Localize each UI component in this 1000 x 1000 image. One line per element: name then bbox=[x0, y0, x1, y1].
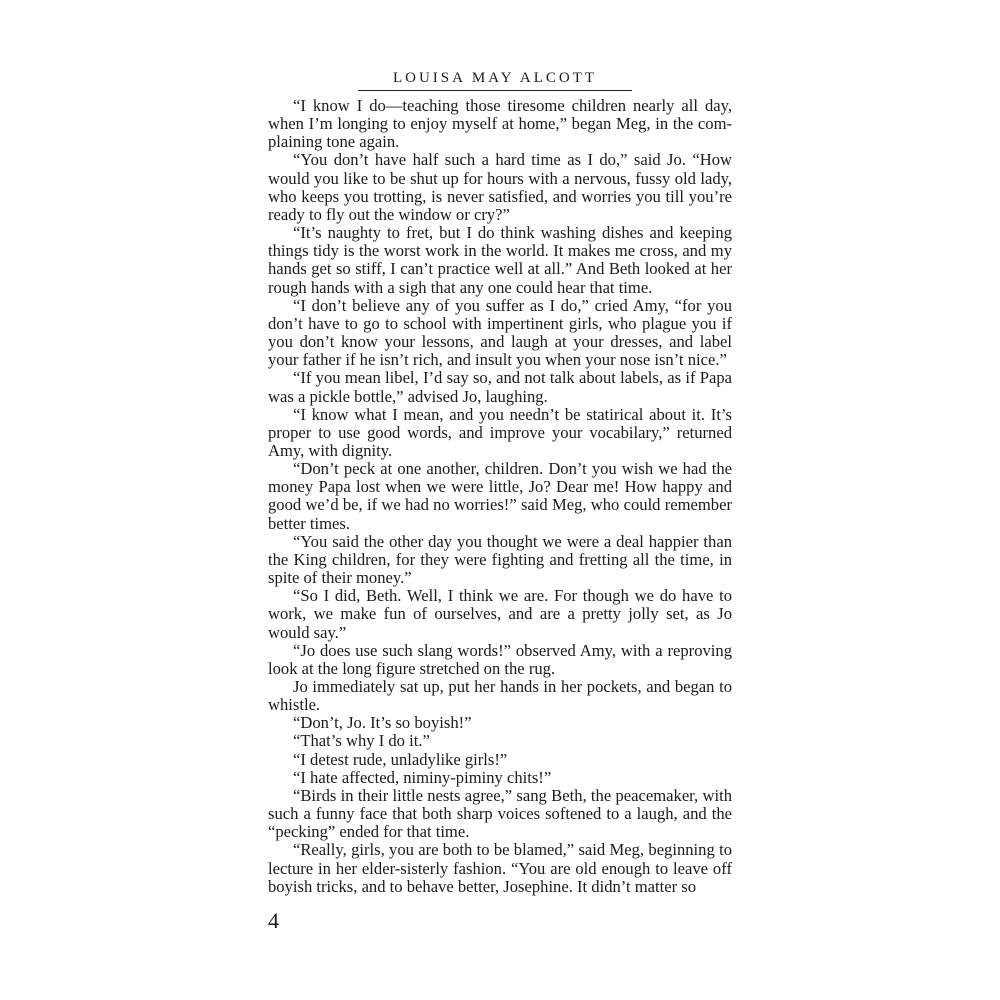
paragraph: “I don’t believe any of you suffer as I do,” cried Amy, “for you don’t have to go to school with impertinent girls, who plague you if you don’t know your lessons, and laugh at your dresses, and label your father if he isn’t rich, and insult you when your nose isn’t nice.” bbox=[268, 295, 732, 370]
paragraph: “You don’t have half such a hard time as I do,” said Jo. “How would you like to be shut up for hours with a nervous, fussy old lady, who keeps you trotting, is never satisfied, and worries you till you’re ready to fly out the window or cry?” bbox=[268, 150, 732, 224]
paragraph: “Don’t, Jo. It’s so boyish!” bbox=[293, 713, 472, 733]
paragraph: “If you mean libel, I’d say so, and not talk about labels, as if Papa was a pickle bottle,” advised Jo, laughing. bbox=[268, 368, 732, 406]
paragraph: “Jo does use such slang words!” observed Amy, with a reproving look at the long figure stretched on the rug. bbox=[268, 640, 732, 678]
paragraph: Jo immediately sat up, put her hands in her pockets, and began to whistle. bbox=[268, 677, 732, 715]
paragraph: “Don’t peck at one another, children. Don’t you wish we had the money Papa lost when we were little, Jo? Dear me! How happy and good we’d be, if we had no worries!” said Meg, who could remember better times. bbox=[268, 459, 732, 533]
paragraph: “I detest rude, unladylike girls!” bbox=[293, 749, 508, 769]
paragraph: “So I did, Beth. Well, I think we are. For though we do have to work, we make fun of ourselves, and are a pretty jolly set, as Jo would say.” bbox=[268, 586, 732, 642]
body-text bbox=[268, 97, 732, 896]
paragraph: “It’s naughty to fret, but I do think washing dishes and keeping things tidy is the worst work in the world. It makes me cross, and my hands get so stiff, I can’t practice well at all.” And Beth looked at her rough hands with a sigh that any one could hear that time. bbox=[268, 223, 732, 297]
paragraph: “Birds in their little nests agree,” sang Beth, the peacemaker, with such a funny face that both sharp voices softened to a laugh, and the “pecking” ended for that time. bbox=[268, 785, 732, 842]
page-number: 4 bbox=[268, 908, 279, 933]
paragraph: “That’s why I do it.” bbox=[293, 731, 430, 751]
running-head: LOUISA MAY ALCOTT bbox=[392, 70, 598, 86]
paragraph: “You said the other day you thought we were a deal happier than the King children, for they were fighting and fretting all the time, in spite of their money.” bbox=[268, 531, 732, 588]
header-rule bbox=[358, 90, 632, 91]
paragraph: “Really, girls, you are both to be blamed,” said Meg, beginning to lecture in her elder-sisterly fashion. “You are old enough to leave off boyish tricks, and to behave better, Josephine. It didn’t matter so bbox=[268, 840, 732, 896]
paragraph: “I know I do—teaching those tiresome children nearly all day, when I’m longing to enjoy myself at home,” began Meg, in the com-plaining tone again. bbox=[268, 96, 732, 152]
paragraph: “I know what I mean, and you needn’t be statirical about it. It’s proper to use good words, and improve your vocabilary,” returned Amy, with dignity. bbox=[268, 404, 732, 460]
paragraph: “I hate affected, niminy-piminy chits!” bbox=[293, 767, 552, 787]
